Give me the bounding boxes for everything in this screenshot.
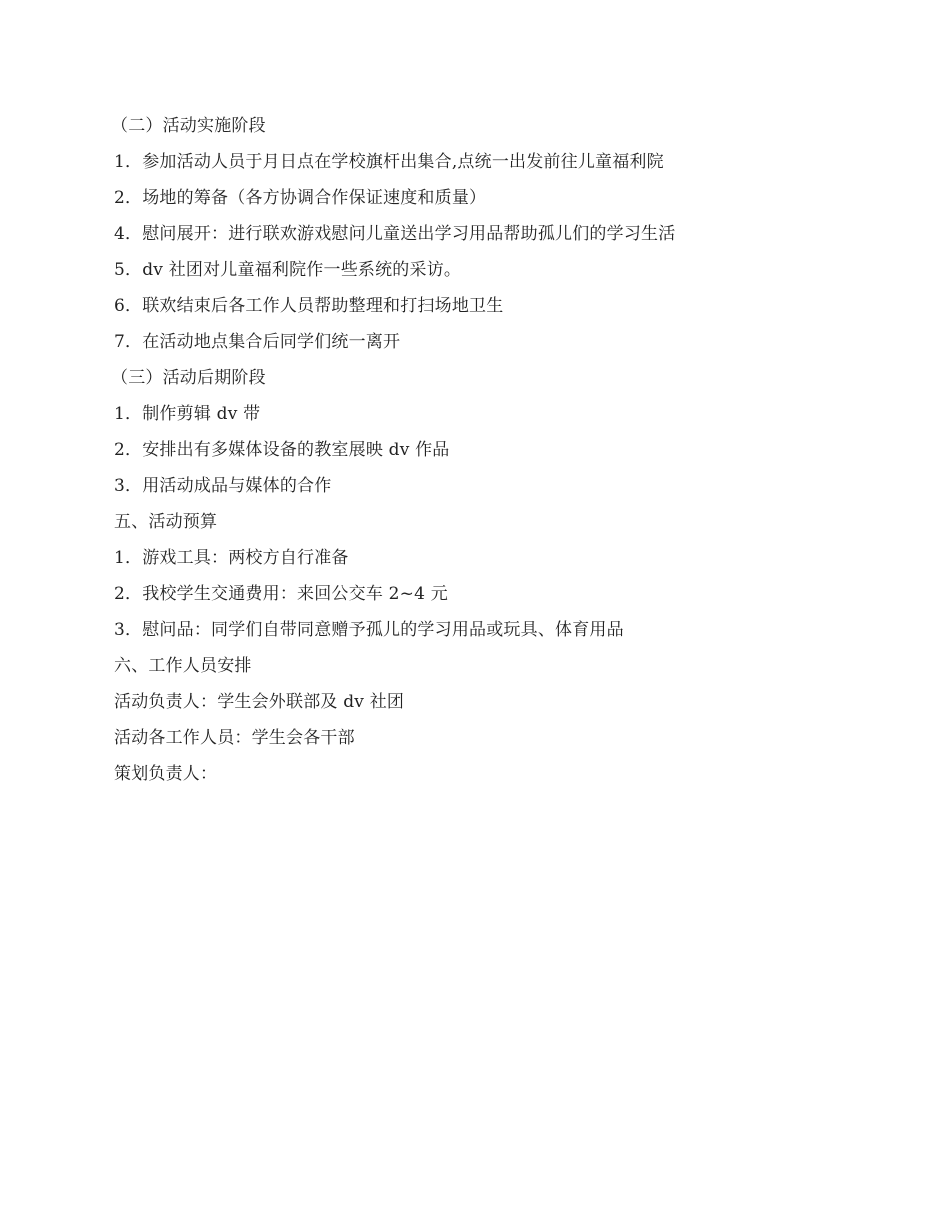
section-heading-staff: 六、工作人员安排 — [114, 656, 252, 676]
list-item: 2．我校学生交通费用：来回公交车 2~4 元 — [114, 584, 448, 604]
list-item: 2．场地的筹备（各方协调合作保证速度和质量） — [114, 188, 487, 208]
list-item: 7．在活动地点集合后同学们统一离开 — [114, 332, 401, 352]
list-item: 活动各工作人员：学生会各干部 — [114, 728, 355, 748]
section-subheading-post-activity: （三）活动后期阶段 — [111, 368, 266, 388]
list-item: 活动负责人：学生会外联部及 dv 社团 — [114, 692, 405, 712]
list-item: 4．慰问展开：进行联欢游戏慰问儿童送出学习用品帮助孤儿们的学习生活 — [114, 224, 676, 244]
document-body — [111, 108, 874, 792]
list-item: 1．参加活动人员于月日点在学校旗杆出集合,点统一出发前往儿童福利院 — [114, 152, 664, 172]
list-item: 5．dv 社团对儿童福利院作一些系统的采访。 — [114, 260, 462, 280]
list-item: 3．用活动成品与媒体的合作 — [114, 476, 332, 496]
section-heading-budget: 五、活动预算 — [114, 512, 218, 532]
list-item: 1．游戏工具：两校方自行准备 — [114, 548, 349, 568]
list-item: 3．慰问品：同学们自带同意赠予孤儿的学习用品或玩具、体育用品 — [114, 620, 624, 640]
list-item: 2．安排出有多媒体设备的教室展映 dv 作品 — [114, 440, 450, 460]
list-item: 6．联欢结束后各工作人员帮助整理和打扫场地卫生 — [114, 296, 504, 316]
list-item: 策划负责人： — [114, 764, 218, 784]
section-subheading-implementation: （二）活动实施阶段 — [111, 116, 266, 136]
list-item: 1．制作剪辑 dv 带 — [114, 404, 261, 424]
